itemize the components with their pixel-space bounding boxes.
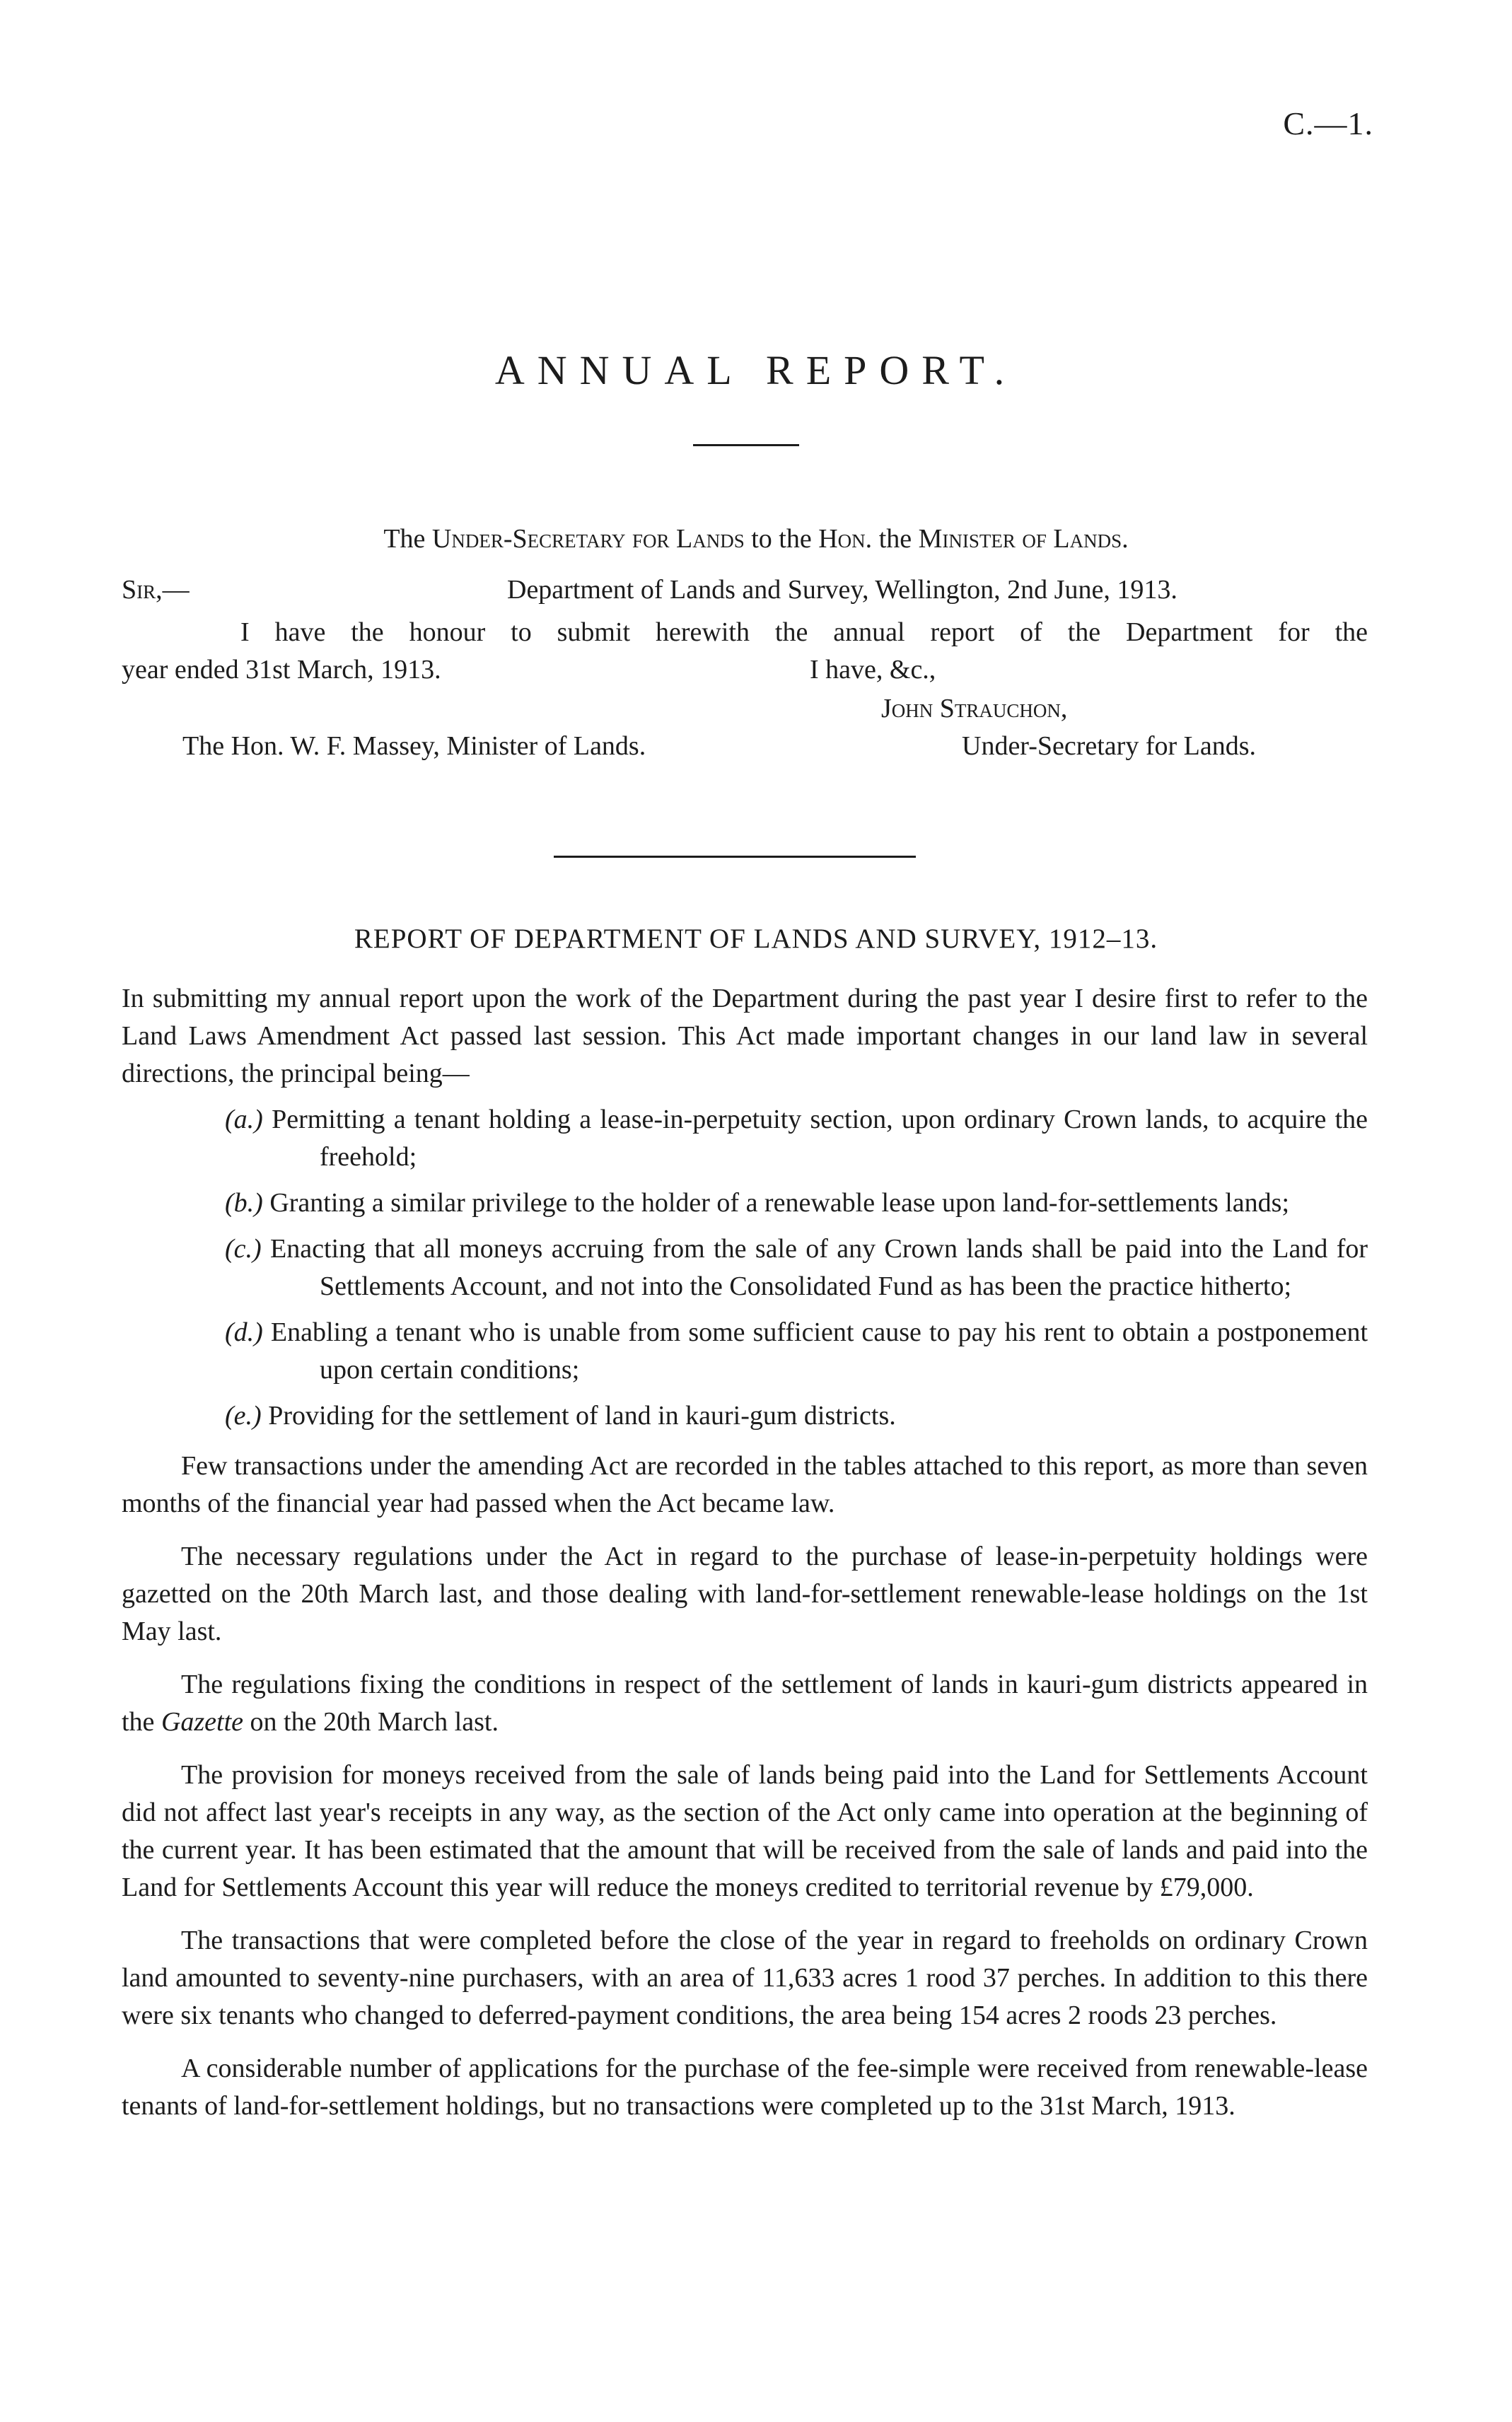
- report-heading: REPORT OF DEPARTMENT OF LANDS AND SURVEY, 1912–13.: [354, 924, 1158, 954]
- report-intro: In submitting my annual report upon the work of the Department during the past year I desire first to refer to the Land Laws Amendment Act passed last session. This Act made important changes in our land law in several directions, the principal being—: [122, 984, 1368, 1088]
- list-item: (e.) Providing for the settlement of land in kauri-gum districts.: [225, 1401, 896, 1431]
- paragraph: The regulations fixing the conditions in respect of the settlement of lands in kauri-gum districts appeared in the Gazette on the 20th March last.: [122, 1670, 1368, 1737]
- title-divider: [693, 444, 799, 446]
- paragraph: Few transactions under the amending Act are recorded in the tables attached to this report, as more than seven months of the financial year had passed when the Act became law.: [122, 1451, 1368, 1518]
- signatory-name: John Strauchon,: [881, 694, 1068, 723]
- paragraph: The necessary regulations under the Act in regard to the purchase of lease-in-perpetuity holdings were gazetted on the 20th March last, and those dealing with land-for-settlement renewable-lease holdings on the 1st May last.: [122, 1542, 1368, 1646]
- letter-salutation: Sir,—: [122, 575, 190, 605]
- signatory-title: Under-Secretary for Lands.: [962, 731, 1256, 761]
- paragraph: A considerable number of applications for the purchase of the fee-simple were received from renewable-lease tenants of land-for-settlement holdings, but no transactions were completed up to the 31st March, 1913.: [122, 2054, 1368, 2121]
- document-title: ANNUAL REPORT.: [494, 347, 1018, 393]
- letter-body-line-1: I have the honour to submit herewith the annual report of the Department for the: [240, 617, 1368, 647]
- list-item: (b.) Granting a similar privilege to the holder of a renewable lease upon land-for-settlements lands;: [225, 1188, 1290, 1218]
- list-item: (d.) Enabling a tenant who is unable from some sufficient cause to pay his rent to obtain a postponement upon certain conditions;: [225, 1317, 1368, 1385]
- paragraph: The transactions that were completed before the close of the year in regard to freeholds on ordinary Crown land amounted to seventy-nine purchasers, with an area of 11,633 acres 1 rood 37 perches. In addition to this there were six tenants who changed to deferred-payment conditions, the area being 154 acres 2 roods 23 perches.: [122, 1926, 1368, 2030]
- section-divider: [554, 856, 916, 858]
- paragraph: The provision for moneys received from the sale of lands being paid into the Land for Settlements Account did not affect last year's receipts in any way, as the section of the Act only came into operation at the beginning of the current year. It has been estimated that the amount that will be received from the sale of lands and paid into the Land for Settlements Account this year will reduce the moneys credited to territorial revenue by £79,000.: [122, 1760, 1368, 1902]
- letter-recipient: The Hon. W. F. Massey, Minister of Lands.: [182, 731, 646, 761]
- letter-closing: I have, &c.,: [810, 655, 936, 685]
- amendment-list: [122, 1101, 1368, 1435]
- list-item: (c.) Enacting that all moneys accruing from the sale of any Crown lands shall be paid into the Land for Settlements Account, and not into the Consolidated Fund as has been the practice hitherto;: [225, 1234, 1368, 1301]
- letter-location-date: Department of Lands and Survey, Wellington, 2nd June, 1913.: [507, 575, 1177, 605]
- report-body: [122, 980, 1368, 2141]
- list-item: (a.) Permitting a tenant holding a lease-in-perpetuity section, upon ordinary Crown lands, to acquire the freehold;: [225, 1105, 1368, 1172]
- addressee-line: The Under-Secretary for Lands to the Hon. the Minister of Lands.: [383, 524, 1129, 554]
- page-reference: C.—1.: [1283, 105, 1373, 141]
- letter-body-line-2: year ended 31st March, 1913.: [122, 655, 441, 685]
